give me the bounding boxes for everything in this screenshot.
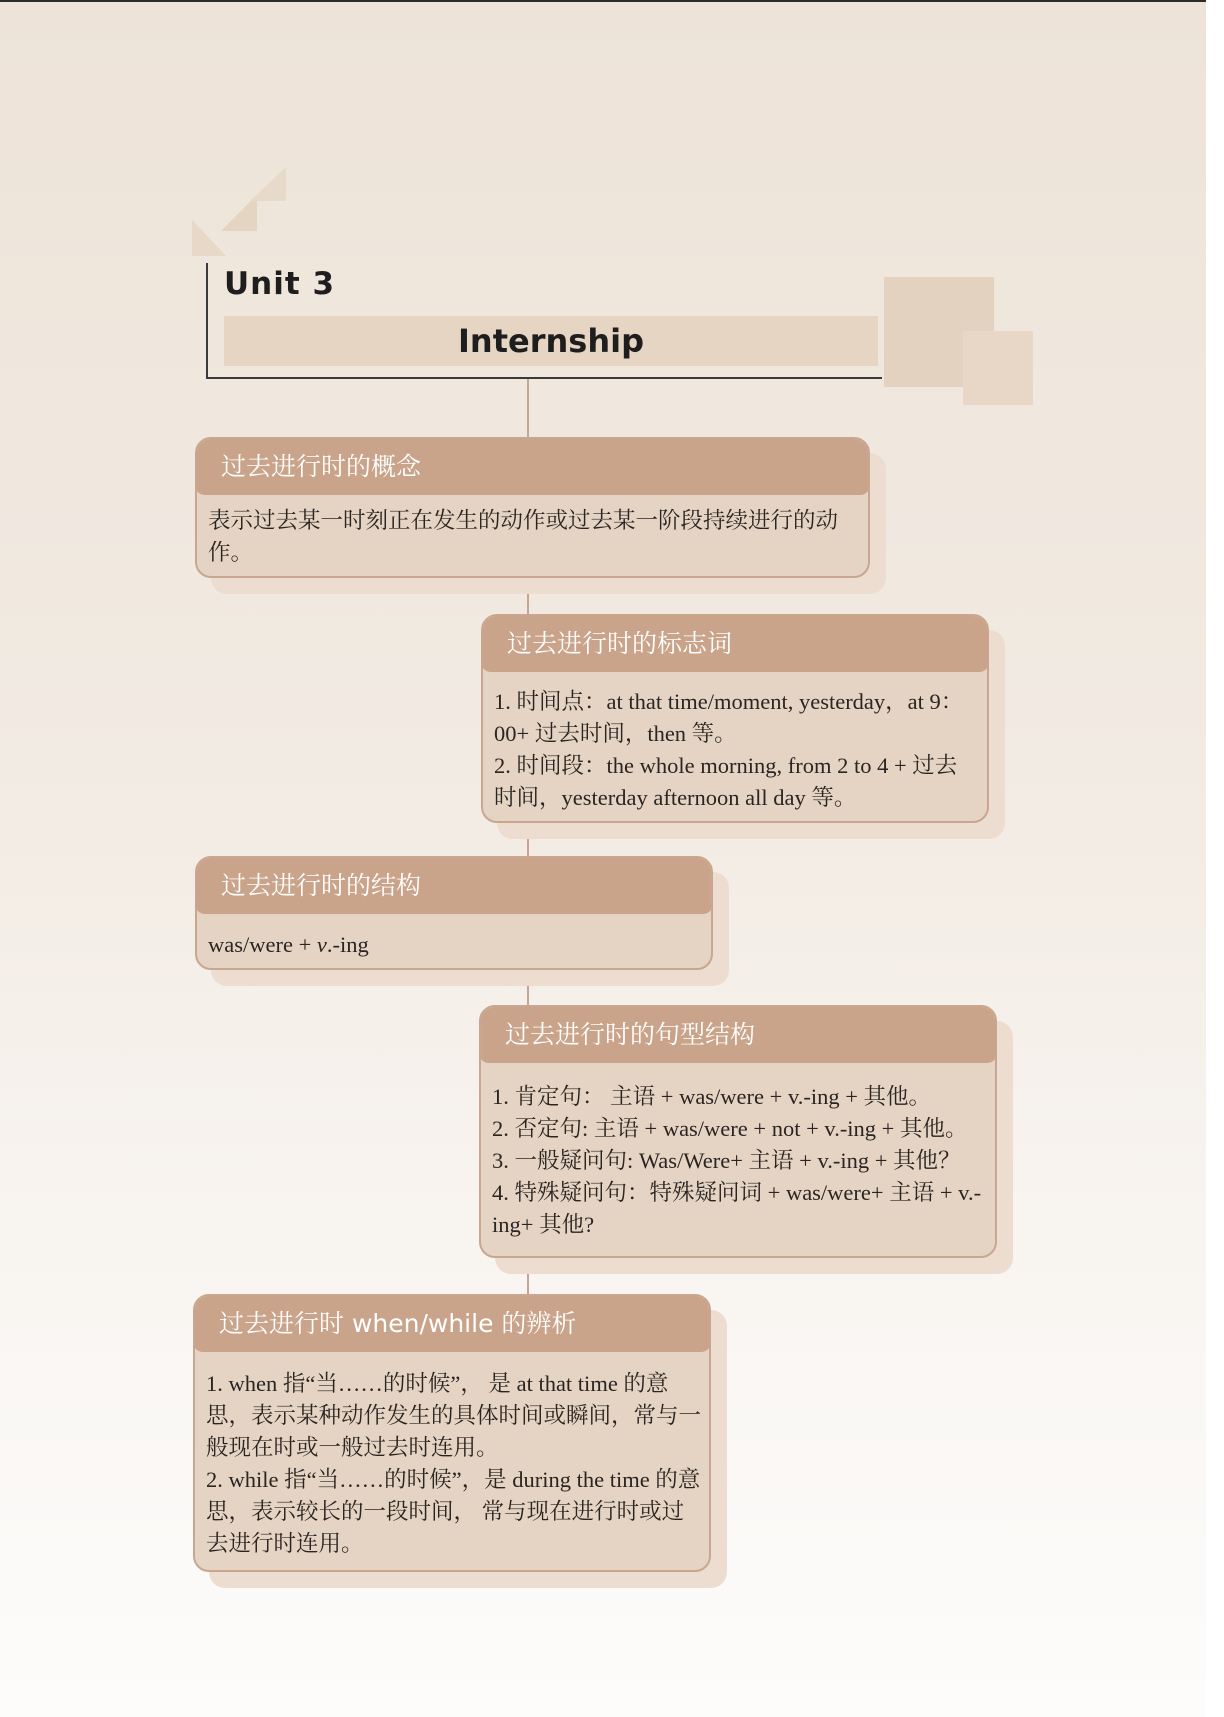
card-heading: [479, 1005, 997, 1063]
signal-words-card: [481, 614, 989, 823]
card-text: 3. 一般疑问句: Was/Were+ 主语 + v.-ing + 其他？: [492, 1148, 961, 1173]
when-while-card: [193, 1294, 711, 1572]
unit-label: Unit 3: [224, 266, 336, 302]
card-content: [208, 505, 860, 569]
card-heading-text: 过去进行时的结构: [221, 871, 422, 900]
structure-card: [195, 856, 713, 970]
decor-square: [963, 331, 1033, 405]
card-text: 4. 特殊疑问句：特殊疑问词 + was/were+ 主语 + v.-ing+ 其他?: [492, 1180, 982, 1237]
card-heading: [195, 856, 713, 914]
top-rule: [0, 0, 1224, 2]
card-heading-text: 过去进行时的句型结构: [505, 1020, 756, 1049]
card-content: [206, 1368, 701, 1560]
card-body: [193, 1294, 711, 1572]
page-edge: [1206, 0, 1224, 1717]
formula-verb: v: [316, 932, 327, 957]
formula-text: [208, 929, 703, 961]
card-heading: [195, 437, 870, 495]
card-heading-text: 过去进行时的概念: [221, 452, 422, 481]
card-text: 1. 肯定句： 主语 + was/were + v.-ing + 其他。: [492, 1084, 932, 1109]
card-text: 2. while 指“当……的时候”，是 during the time 的意思，表示较长的一段时间， 常与现在进行时或过去进行时连用。: [206, 1467, 701, 1556]
decor-triangle: [250, 167, 286, 201]
card-heading: [481, 614, 989, 672]
card-content: [494, 686, 979, 814]
formula-suffix: .-ing: [326, 932, 369, 957]
card-text: 2. 否定句: 主语 + was/were + not + v.-ing + 其他。: [492, 1116, 968, 1141]
card-text: 1. when 指“当……的时候”， 是 at that time 的意思，表示某种动作发生的具体时间或瞬间，常与一般现在时或一般过去时连用。: [206, 1371, 702, 1460]
card-body: [195, 856, 713, 970]
card-text: 1. 时间点：at that time/moment, yesterday，at 9：00+ 过去时间，then 等。: [494, 689, 964, 746]
card-content: [208, 929, 703, 961]
connector-line: [527, 379, 529, 441]
card-heading-text: 过去进行时的标志词: [507, 629, 733, 658]
page-title: Internship: [458, 322, 644, 360]
card-body: [195, 437, 870, 578]
concept-card: [195, 437, 870, 578]
card-body: [479, 1005, 997, 1258]
card-text: 表示过去某一时刻正在发生的动作或过去某一阶段持续进行的动作。: [208, 508, 839, 565]
formula-prefix: was/were +: [208, 932, 317, 957]
card-heading: [193, 1294, 711, 1352]
card-text: 2. 时间段：the whole morning, from 2 to 4 + 过去时间，yesterday afternoon all day 等。: [494, 753, 958, 810]
sentence-pattern-card: [479, 1005, 997, 1258]
card-body: [481, 614, 989, 823]
card-heading-text: 过去进行时 when/while 的辨析: [219, 1309, 577, 1338]
card-content: [492, 1081, 991, 1241]
